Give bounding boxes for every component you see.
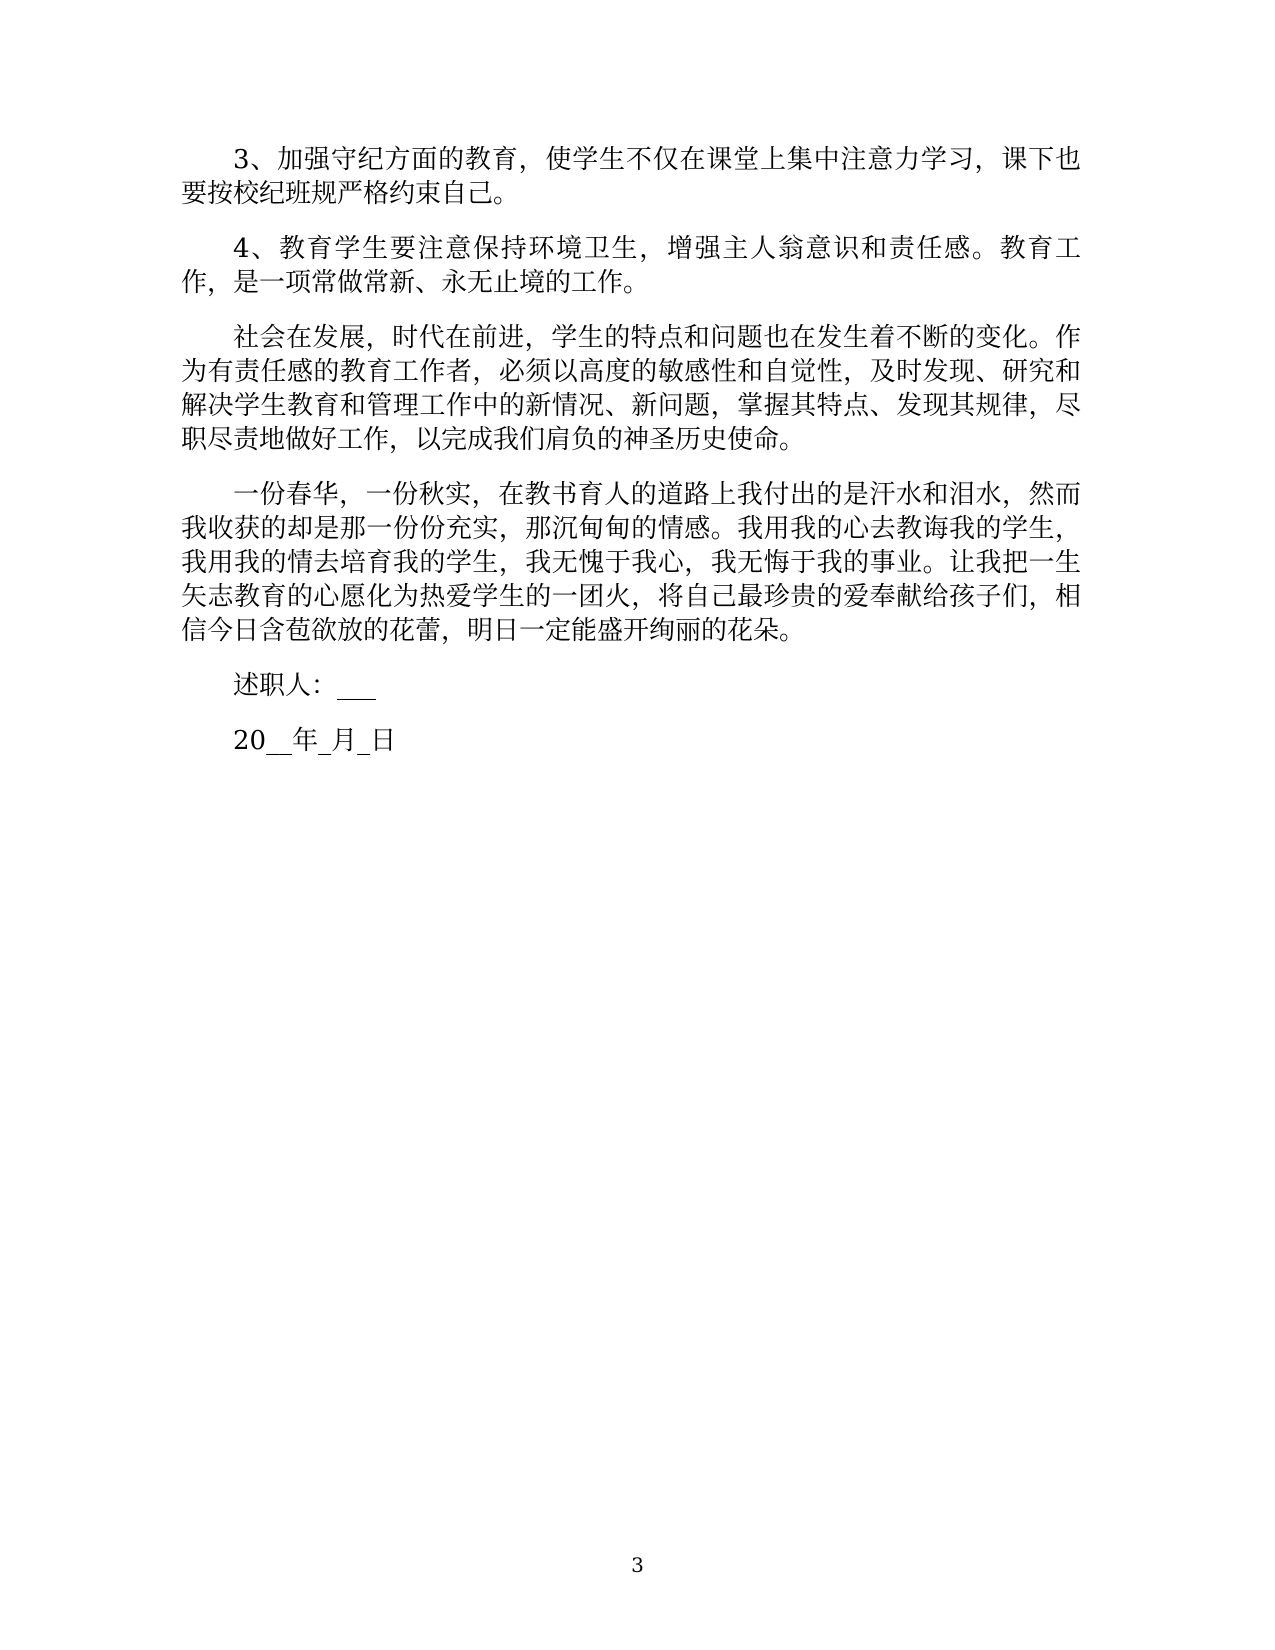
paragraph-item-4: 4、教育学生要注意保持环境卫生，增强主人翁意识和责任感。教育工作，是一项常做常新、永无止境的工作。 (181, 234, 1081, 298)
paragraph-society: 社会在发展，时代在前进，学生的特点和问题也在发生着不断的变化。作为有责任感的教育工作者，必须以高度的敏感性和自觉性，及时发现、研究和解决学生教育和管理工作中的新情况、新问题，掌握其特点、发现其规律，尽职尽责地做好工作，以完成我们肩负的神圣历史使命。 (181, 323, 1081, 455)
page-number: 3 (631, 1553, 644, 1577)
signature-line: 述职人：___ (233, 671, 377, 701)
paragraph-conclusion: 一份春华，一份秋实，在教书育人的道路上我付出的是汗水和泪水，然而我收获的却是那一份份充实，那沉甸甸的情感。我用我的心去教诲我的学生，我用我的情去培育我的学生，我无愧于我心，我无悔于我的事业。让我把一生矢志教育的心愿化为热爱学生的一团火，将自己最珍贵的爱奉献给孩子们，相信今日含苞欲放的花蕾，明日一定能盛开绚丽的花朵。 (181, 480, 1081, 646)
paragraph-item-3: 3、加强守纪方面的教育，使学生不仅在课堂上集中注意力学习，课下也要按校纪班规严格约束自己。 (181, 145, 1081, 209)
date-line: 20__年_月_日 (233, 726, 397, 756)
document-body (181, 143, 1081, 779)
